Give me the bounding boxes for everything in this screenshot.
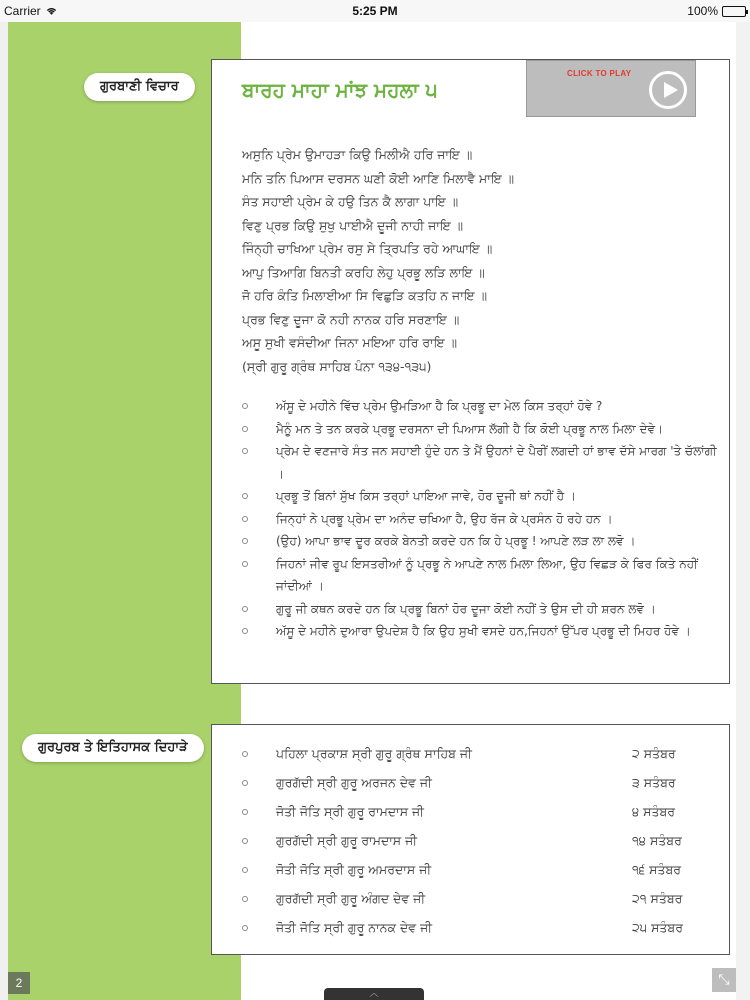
event-name: ਜੋਤੀ ਜੋਤਿ ਸ੍ਰੀ ਗੁਰੂ ਅਮਰਦਾਸ ਜੀ	[276, 862, 432, 877]
list-item-text: ਗੁਰੂ ਜੀ ਕਥਨ ਕਰਦੇ ਹਨ ਕਿ ਪ੍ਰਭੂ ਬਿਨਾਂ ਹੋਰ ਦੂਜਾ ਕੋਈ ਨਹੀਂ ਤੇ ਉਸ ਦੀ ਹੀ ਸ਼ਰਨ ਲਵੋ ।	[276, 601, 656, 616]
event-row	[242, 739, 702, 768]
battery-percent: 100%	[687, 4, 718, 18]
event-name: ਗੁਰਗੱਦੀ ਸ੍ਰੀ ਗੁਰੂ ਰਾਮਦਾਸ ਜੀ	[276, 833, 418, 848]
verse-line: ਆਪੁ ਤਿਆਗਿ ਬਿਨਤੀ ਕਰਹਿ ਲੇਹੁ ਪ੍ਰਭੂ ਲੜਿ ਲਾਇ ॥	[242, 264, 485, 280]
bullet-icon	[242, 561, 248, 567]
list-item	[242, 598, 717, 621]
battery-icon	[722, 6, 746, 17]
event-name: ਗੁਰਗੱਦੀ ਸ੍ਰੀ ਗੁਰੂ ਅਰਜਨ ਦੇਵ ਜੀ	[276, 775, 432, 790]
gurbani-vichar-panel	[211, 59, 730, 684]
battery-group	[687, 4, 746, 18]
bullet-icon	[242, 493, 248, 499]
event-date: ੪ ਸਤੰਬਰ	[632, 804, 676, 819]
bullet-icon	[242, 426, 248, 432]
gurpurab-panel	[211, 724, 730, 955]
verse-line: ਪ੍ਰਭ ਵਿਣੁ ਦੂਜਾ ਕੋ ਨਹੀ ਨਾਨਕ ਹਰਿ ਸਰਣਾਇ ॥	[242, 311, 460, 327]
event-date: ੨੫ ਸਤੰਬਰ	[632, 920, 683, 935]
event-row	[242, 797, 702, 826]
verses-list	[242, 143, 514, 378]
clock: 5:25 PM	[352, 4, 398, 18]
right-edge	[736, 0, 750, 1000]
bullet-icon	[242, 538, 248, 544]
bullet-icon	[242, 628, 248, 634]
event-name: ਜੋਤੀ ਜੋਤਿ ਸ੍ਰੀ ਗੁਰੂ ਰਾਮਦਾਸ ਜੀ	[276, 804, 424, 819]
bullet-icon	[242, 867, 248, 873]
event-row	[242, 855, 702, 884]
bullet-icon	[242, 448, 248, 454]
event-row	[242, 913, 702, 942]
verse-line: ਜਿੰਨ੍ਹੀ ਚਾਖਿਆ ਪ੍ਰੇਮ ਰਸੁ ਸੇ ਤ੍ਰਿਪਤਿ ਰਹੇ ਆਘਾਇ ॥	[242, 241, 493, 256]
event-date: ੨੧ ਸਤੰਬਰ	[632, 891, 683, 906]
verse-line: ਅਸੁਨਿ ਪ੍ਰੇਮ ਉਮਾਹੜਾ ਕਿਉ ਮਿਲੀਐ ਹਰਿ ਜਾਇ ॥	[242, 147, 473, 162]
event-row	[242, 884, 702, 913]
play-icon[interactable]	[649, 71, 687, 109]
list-item-text: ਅੱਸੂ ਦੇ ਮਹੀਨੇ ਵਿੱਚ ਪ੍ਰੇਮ ਉਮੜਿਆ ਹੈ ਕਿ ਪ੍ਰਭੂ ਦਾ ਮੇਲ ਕਿਸ ਤਰ੍ਹਾਂ ਹੋਵੇ ?	[276, 399, 603, 413]
green-sidebar-strip	[8, 0, 241, 1000]
expand-icon[interactable]: ⤡	[712, 968, 736, 992]
status-bar	[0, 0, 750, 22]
event-date: ੨ ਸਤੰਬਰ	[632, 746, 676, 761]
left-edge	[0, 0, 8, 1000]
click-to-play-label[interactable]: CLICK TO PLAY	[567, 69, 632, 78]
bullet-icon	[242, 751, 248, 757]
bullet-icon	[242, 838, 248, 844]
tab-gurbani-vichar: ਗੁਰਬਾਣੀ ਵਿਚਾਰ	[84, 73, 195, 101]
page-number-badge[interactable]: 2	[8, 972, 30, 994]
list-item	[242, 530, 717, 553]
list-item	[242, 418, 717, 441]
bullet-icon	[242, 809, 248, 815]
event-date: ੧੪ ਸਤੰਬਰ	[632, 833, 682, 848]
list-item-text: ਮੈਨੂੰ ਮਨ ਤੇ ਤਨ ਕਰਕੇ ਪ੍ਰਭੂ ਦਰਸਨਾ ਦੀ ਪਿਆਸ ਲੱਗੀ ਹੈ ਕਿ ਕੋਈ ਪ੍ਰਭੂ ਨਾਲ ਮਿਲਾ ਦੇਵੇ।	[276, 421, 664, 436]
bullet-icon	[242, 516, 248, 522]
bullet-icon	[242, 896, 248, 902]
events-list	[242, 739, 702, 942]
event-row	[242, 826, 702, 855]
list-item-text: ਪ੍ਰਭੂ ਤੋਂ ਬਿਨਾਂ ਸੁੱਖ ਕਿਸ ਤਰ੍ਹਾਂ ਪਾਇਆ ਜਾਵੇ, ਹੋਰ ਦੂਜੀ ਥਾਂ ਨਹੀਂ ਹੈ ।	[276, 489, 576, 503]
event-name: ਗੁਰਗੱਦੀ ਸ੍ਰੀ ਗੁਰੂ ਅੰਗਦ ਦੇਵ ਜੀ	[276, 891, 426, 906]
verse-source: (ਸ੍ਰੀ ਗੁਰੂ ਗ੍ਰੰਥ ਸਾਹਿਬ ਪੰਨਾ ੧੩੪-੧੩੫)	[242, 358, 432, 374]
list-item-text: ਅੱਸੂ ਦੇ ਮਹੀਨੇ ਦੁਆਰਾ ਉਪਦੇਸ਼ ਹੈ ਕਿ ਉਹ ਸੁਖੀ ਵਸਦੇ ਹਨ,ਜਿਹਨਾਂ ਉੱਪਰ ਪ੍ਰਭੂ ਦੀ ਮਿਹਰ ਹੋਵੇ ।	[276, 624, 691, 638]
event-date: ੩ ਸਤੰਬਰ	[632, 775, 676, 790]
verse-line: ਵਿਣੁ ਪ੍ਰਭ ਕਿਉ ਸੁਖੁ ਪਾਈਐ ਦੂਜੀ ਨਾਹੀ ਜਾਇ ॥	[242, 217, 464, 233]
event-date: ੧੬ ਸਤੰਬਰ	[632, 862, 681, 877]
bottom-handle-icon[interactable]: ︿	[324, 988, 424, 1000]
verse-line: ਮਨਿ ਤਨਿ ਪਿਆਸ ਦਰਸਨ ਘਣੀ ਕੋਈ ਆਣਿ ਮਿਲਾਵੈ ਮਾਇ ॥	[242, 170, 515, 186]
bullet-icon	[242, 403, 248, 409]
list-item	[242, 553, 717, 598]
panel-title: ਬਾਰਹ ਮਾਹਾ ਮਾਂਝ ਮਹਲਾ ੫	[242, 78, 438, 102]
list-item	[242, 485, 717, 508]
list-item	[242, 620, 717, 643]
bullet-icon	[242, 925, 248, 931]
bullet-icon	[242, 606, 248, 612]
event-name: ਪਹਿਲਾ ਪ੍ਰਕਾਸ਼ ਸ੍ਰੀ ਗੁਰੂ ਗ੍ਰੰਥ ਸਾਹਿਬ ਜੀ	[276, 746, 472, 761]
list-item-text: ਜਿਹਨਾਂ ਜੀਵ ਰੂਪ ਇਸਤਰੀਆਂ ਨੂੰ ਪ੍ਰਭੂ ਨੇ ਆਪਣੇ ਨਾਲ ਮਿਲਾ ਲਿਆ, ਉਹ ਵਿਛੜ ਕੇ ਫਿਰ ਕਿਤੇ ਨਹੀਂ ਜਾਂਦੀਆਂ ।	[276, 556, 698, 593]
event-name: ਜੋਤੀ ਜੋਤਿ ਸ੍ਰੀ ਗੁਰੂ ਨਾਨਕ ਦੇਵ ਜੀ	[276, 920, 432, 935]
list-item-text: ਜਿਨ੍ਹਾਂ ਨੇ ਪ੍ਰਭੂ ਪ੍ਰੇਮ ਦਾ ਅਨੰਦ ਚਖਿਆ ਹੈ, ਉਹ ਰੱਜ ਕੇ ਪ੍ਰਸੰਨ ਹੋ ਰਹੇ ਹਨ ।	[276, 511, 613, 526]
bullet-icon	[242, 780, 248, 786]
verse-line: ਸੰਤ ਸਹਾਈ ਪ੍ਰੇਮ ਕੇ ਹਉ ਤਿਨ ਕੈ ਲਾਗਾ ਪਾਇ ॥	[242, 194, 459, 209]
event-row	[242, 768, 702, 797]
verse-line: ਅਸੂ ਸੁਖੀ ਵਸੰਦੀਆ ਜਿਨਾ ਮਇਆ ਹਰਿ ਰਾਇ ॥	[242, 335, 458, 350]
list-item-text: ਪ੍ਰੇਮ ਦੇ ਵਣਜਾਰੇ ਸੰਤ ਜਨ ਸਹਾਈ ਹੁੰਦੇ ਹਨ ਤੇ ਮੈਂ ਉਹਨਾਂ ਦੇ ਪੈਰੀਂ ਲਗਦੀ ਹਾਂ ਭਾਵ ਦੱਸੇ ਮਾਰਗ 'ਤੇ ਚੱਲਾਂਗੀ ।	[276, 444, 717, 481]
carrier-label: Carrier	[4, 4, 41, 18]
list-item	[242, 440, 717, 485]
video-player[interactable]	[526, 60, 696, 117]
list-item	[242, 508, 717, 531]
tab-gurpurab: ਗੁਰਪੁਰਬ ਤੇ ਇਤਿਹਾਸਕ ਦਿਹਾੜੇ	[22, 734, 204, 762]
explanation-list	[242, 395, 717, 643]
list-item	[242, 395, 717, 418]
list-item-text: (ਉਹ) ਆਪਾ ਭਾਵ ਦੂਰ ਕਰਕੇ ਬੇਨਤੀ ਕਰਦੇ ਹਨ ਕਿ ਹੇ ਪ੍ਰਭੂ ! ਆਪਣੇ ਲੜ ਲਾ ਲਵੋ ।	[276, 534, 636, 548]
verse-line: ਜੋ ਹਰਿ ਕੰਤਿ ਮਿਲਾਈਆ ਸਿ ਵਿਛੁੜਿ ਕਤਹਿ ਨ ਜਾਇ ॥	[242, 288, 488, 303]
